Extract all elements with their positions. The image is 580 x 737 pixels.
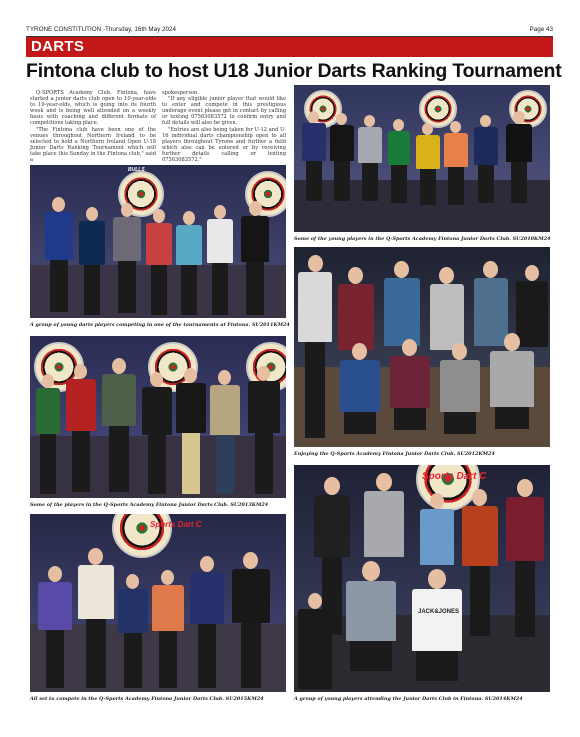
- article-paragraph: "The Fintona club have been one of the venues throughout Northern Ireland to be selected to hold a Northern Ireland Open U-18 Junior Darts Ranking Tournament which will take place this Sunday in the Fintona club," said a: [30, 126, 156, 164]
- photo-club-players: [30, 336, 286, 498]
- photo-caption: A group of young players attending the Junior Darts Club in Fintona. SU2014KM24: [294, 696, 523, 702]
- article-column-2: [162, 90, 286, 162]
- photo-enjoying-club: [294, 247, 550, 447]
- photo-caption: A group of young darts players competing in one of the tournaments at Fintona. SU2011KM24: [30, 322, 290, 328]
- article-paragraph: "Entries are also being taken for U-12 and U-16 individual darts championship open to all players throughout Tyrone and further a field which also can be entered or by receiving further details calling or texting 07563083572.": [162, 126, 286, 164]
- photo-caption: Some of the young players in the Q-Sports Academy Fintona Junior Darts Club. SU2010KM24: [294, 236, 551, 242]
- photo-young-players: [294, 85, 550, 232]
- section-bar: [26, 37, 553, 57]
- article-paragraph: spokesperson.: [162, 90, 199, 96]
- photo-caption: Enjoying the Q-Sports Academy Fintona Junior Darts Club. SU2012KM24: [294, 451, 495, 457]
- masthead-date: TYRONE CONSTITUTION -Thursday, 16th May 2024: [26, 26, 176, 33]
- photo-caption: All set to compete in the Q-Sports Academy Fintona Junior Darts Club. SU2015KM24: [30, 696, 264, 702]
- photo-junior-club: [294, 465, 550, 692]
- photo-caption: Some of the players in the Q-Sports Academy Fintona Junior Darts Club. SU2013KM24: [30, 502, 269, 508]
- headline: Fintona club to host U18 Junior Darts Ranking Tournament: [26, 60, 562, 82]
- banner-text: Sports Dart C: [150, 520, 202, 529]
- article-column-1: [30, 90, 156, 162]
- article-paragraph: Q-SPORTS Academy Club, Fintona, have started a junior darts club open to 10-year-olds to 19-year-olds, which is going into its fourth week and is being well attended on a weekly basis with coaching and different formats of competitions taking place.: [30, 90, 156, 127]
- board-label: BULLS: [128, 167, 145, 173]
- photo-group-competing: [30, 165, 286, 318]
- shirt-text: JACK&JONES: [418, 609, 460, 615]
- banner-text: Sports Dart C: [422, 471, 487, 482]
- masthead: [26, 22, 553, 37]
- photo-all-set: [30, 514, 286, 692]
- section-title: DARTS: [31, 38, 85, 55]
- page-number: Page 43: [529, 26, 553, 33]
- article-paragraph: "If any eligible junior player that would like to enter and compete in this prestigious underage event please get in contact by calling or texting 07563083572 to confirm entry and full details will also be given.: [162, 96, 286, 127]
